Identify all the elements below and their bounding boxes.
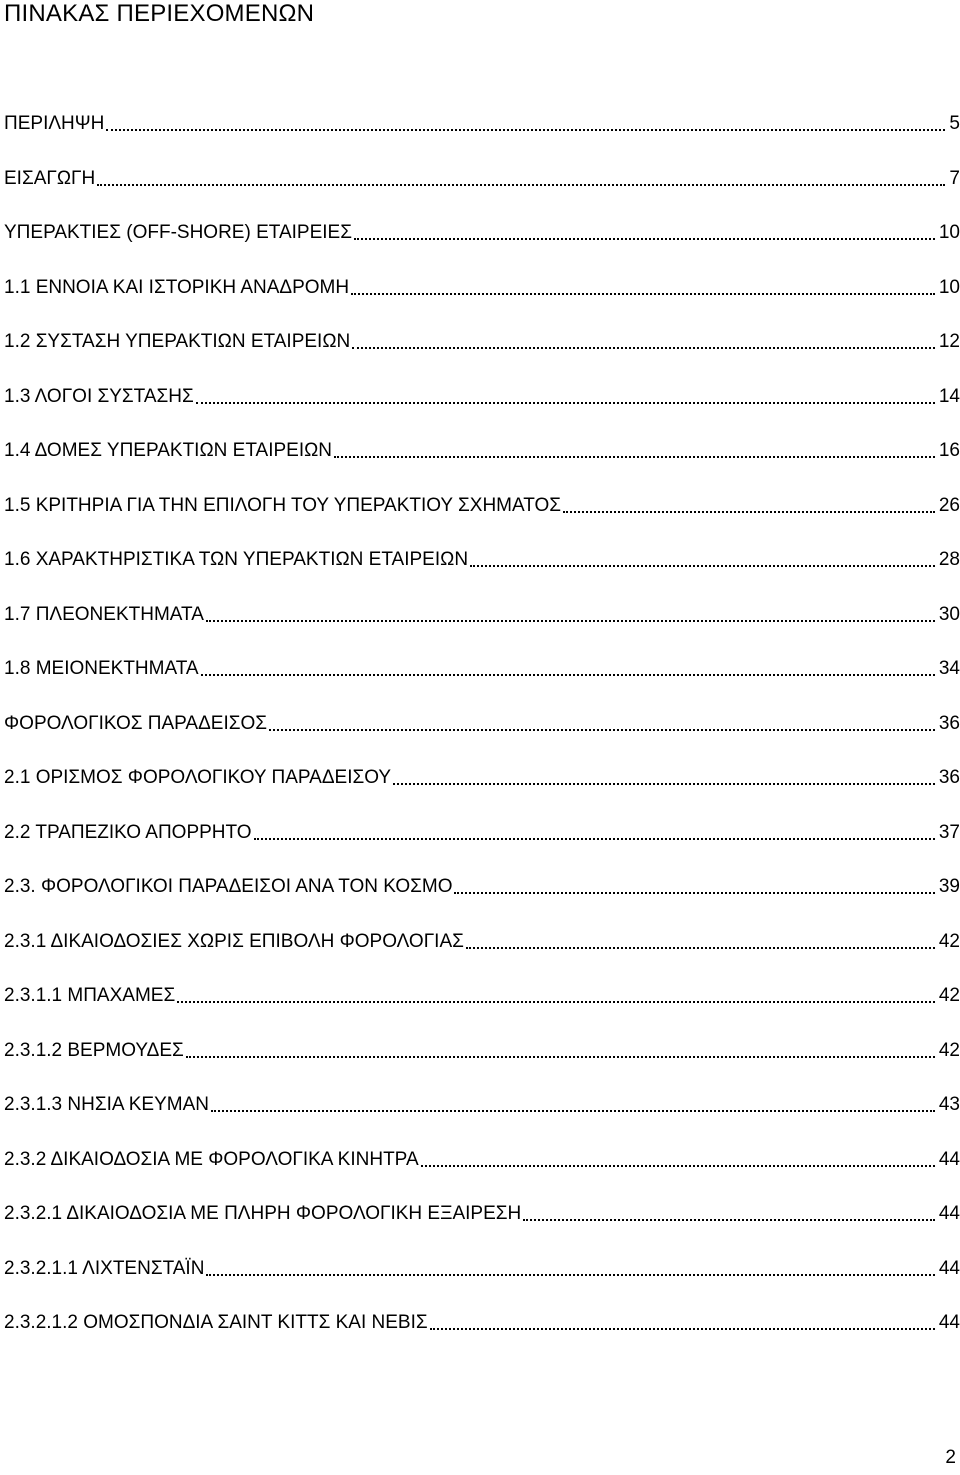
dot-leader <box>211 1091 935 1119</box>
toc-entry-title: ΠΕΡΙΛΗΨΗ <box>4 110 106 138</box>
toc-entry-page-number: 14 <box>938 385 960 407</box>
dot-leader <box>106 110 945 138</box>
toc-entry-page-number: 16 <box>938 440 960 461</box>
toc-entry-title: 2.2 ΤΡΑΠΕΖΙΚΟ ΑΠΟΡΡΗΤΟ <box>4 819 254 847</box>
toc-entry-page-number: 42 <box>938 985 960 1006</box>
dot-leader <box>97 165 945 193</box>
toc-entry-page-number: 28 <box>938 549 960 570</box>
dot-leader <box>196 383 935 411</box>
toc-entry-title: 1.8 ΜΕΙΟΝΕΚΤΗΜΑΤΑ <box>4 655 201 683</box>
toc-entry-title: 2.3.1 ΔΙΚΑΙΟΔΟΣΙΕΣ ΧΩΡΙΣ ΕΠΙΒΟΛΗ ΦΟΡΟΛΟΓΙΑΣ <box>4 928 466 956</box>
toc-entry-page-number: 5 <box>949 113 960 134</box>
dot-leader <box>206 1255 934 1283</box>
dot-leader <box>351 274 935 302</box>
toc-entry-title: 2.3.2.1 ΔΙΚΑΙΟΔΟΣΙΑ ΜΕ ΠΛΗΡΗ ΦΟΡΟΛΟΓΙΚΗ ΕΞΑΙΡΕΣΗ <box>4 1200 523 1228</box>
toc-entry-title: 2.3.1.2 ΒΕΡΜΟΥΔΕΣ <box>4 1037 186 1065</box>
toc-entry[interactable] <box>4 1309 960 1364</box>
dot-leader <box>186 1037 935 1065</box>
toc-entry-title: 1.2 ΣΥΣΤΑΣΗ ΥΠΕΡΑΚΤΙΩΝ ΕΤΑΙΡΕΙΩΝ <box>4 328 352 356</box>
toc-entry[interactable] <box>4 710 960 765</box>
dot-leader <box>334 437 935 465</box>
toc-entry[interactable] <box>4 1200 960 1255</box>
toc-entry-page-number: 26 <box>938 494 960 516</box>
toc-entry[interactable] <box>4 274 960 329</box>
dot-leader <box>254 819 935 847</box>
toc-entry[interactable] <box>4 110 960 165</box>
dot-leader <box>466 928 935 956</box>
toc-entry[interactable] <box>4 601 960 656</box>
dot-leader <box>470 546 935 574</box>
toc-entry-title: ΕΙΣΑΓΩΓΗ <box>4 165 97 193</box>
toc-entry-title: 1.5 ΚΡΙΤΗΡΙΑ ΓΙΑ ΤΗΝ ΕΠΙΛΟΓΗ ΤΟΥ ΥΠΕΡΑΚΤΙΟΥ ΣΧΗΜΑΤΟΣ <box>4 492 563 520</box>
toc-entry[interactable] <box>4 873 960 928</box>
dot-leader <box>430 1309 935 1337</box>
toc-entry-title: 2.3.1.3 ΝΗΣΙΑ ΚΕΥΜΑΝ <box>4 1091 211 1119</box>
toc-entry-title: 2.3.2.1.2 ΟΜΟΣΠΟΝΔΙΑ ΣΑΙΝΤ ΚΙΤΤΣ ΚΑΙ ΝΕΒΙΣ <box>4 1309 430 1337</box>
toc-entry[interactable] <box>4 437 960 492</box>
toc-entry-title: ΦΟΡΟΛΟΓΙΚΟΣ ΠΑΡΑΔΕΙΣΟΣ <box>4 710 269 738</box>
toc-entry-page-number: 37 <box>938 821 960 843</box>
toc-entry-page-number: 44 <box>938 1148 960 1170</box>
toc-entry-title: 1.7 ΠΛΕΟΝΕΚΤΗΜΑΤΑ <box>4 601 206 629</box>
toc-entry[interactable] <box>4 1091 960 1146</box>
toc-entry[interactable] <box>4 1037 960 1092</box>
page-title: ΠΙΝΑΚΑΣ ΠΕΡΙΕΧΟΜΕΝΩΝ <box>4 0 315 27</box>
toc-entry[interactable] <box>4 1255 960 1310</box>
toc-entry-page-number: 43 <box>938 1094 960 1115</box>
toc-entry[interactable] <box>4 764 960 819</box>
toc-entry-page-number: 44 <box>938 1312 960 1333</box>
toc-entry-page-number: 36 <box>938 712 960 734</box>
toc-entry[interactable] <box>4 492 960 547</box>
toc-entry-page-number: 7 <box>949 167 960 189</box>
toc-entry[interactable] <box>4 219 960 274</box>
dot-leader <box>563 492 935 520</box>
table-of-contents <box>4 110 960 1364</box>
dot-leader <box>177 982 935 1010</box>
dot-leader <box>523 1200 935 1228</box>
toc-entry-page-number: 10 <box>938 276 960 298</box>
dot-leader <box>201 655 935 683</box>
toc-entry-page-number: 30 <box>938 603 960 625</box>
toc-entry[interactable] <box>4 819 960 874</box>
dot-leader <box>354 219 935 247</box>
toc-entry-page-number: 36 <box>938 767 960 788</box>
toc-entry-title: 2.3.1.1 ΜΠΑΧΑΜΕΣ <box>4 982 177 1010</box>
dot-leader <box>421 1146 935 1174</box>
dot-leader <box>352 328 935 356</box>
dot-leader <box>454 873 934 901</box>
toc-entry-page-number: 42 <box>938 1039 960 1061</box>
toc-entry[interactable] <box>4 655 960 710</box>
toc-entry-page-number: 39 <box>938 876 960 897</box>
toc-entry-page-number: 44 <box>938 1257 960 1279</box>
toc-entry-title: 2.3. ΦΟΡΟΛΟΓΙΚΟΙ ΠΑΡΑΔΕΙΣΟΙ ΑΝΑ ΤΟΝ ΚΟΣΜΟ <box>4 873 454 901</box>
toc-entry[interactable] <box>4 1146 960 1201</box>
toc-entry[interactable] <box>4 383 960 438</box>
toc-entry-page-number: 10 <box>938 222 960 243</box>
toc-entry-title: 2.3.2 ΔΙΚΑΙΟΔΟΣΙΑ ΜΕ ΦΟΡΟΛΟΓΙΚΑ ΚΙΝΗΤΡΑ <box>4 1146 421 1174</box>
dot-leader <box>206 601 935 629</box>
toc-entry-page-number: 44 <box>938 1203 960 1224</box>
toc-entry-page-number: 34 <box>938 658 960 679</box>
toc-entry[interactable] <box>4 928 960 983</box>
dot-leader <box>269 710 935 738</box>
toc-entry-page-number: 12 <box>938 331 960 352</box>
toc-entry-title: 1.4 ΔΟΜΕΣ ΥΠΕΡΑΚΤΙΩΝ ΕΤΑΙΡΕΙΩΝ <box>4 437 334 465</box>
toc-entry-title: 1.1 ΕΝΝΟΙΑ ΚΑΙ ΙΣΤΟΡΙΚΗ ΑΝΑΔΡΟΜΗ <box>4 274 351 302</box>
toc-entry-title: 1.6 ΧΑΡΑΚΤΗΡΙΣΤΙΚΑ ΤΩΝ ΥΠΕΡΑΚΤΙΩΝ ΕΤΑΙΡΕΙΩΝ <box>4 546 470 574</box>
toc-entry[interactable] <box>4 982 960 1037</box>
toc-entry[interactable] <box>4 328 960 383</box>
dot-leader <box>393 764 935 792</box>
toc-entry-title: ΥΠΕΡΑΚΤΙΕΣ (OFF-SHORE) ΕΤΑΙΡΕΙΕΣ <box>4 219 354 247</box>
toc-entry-title: 2.3.2.1.1 ΛΙΧΤΕΝΣΤΑΪΝ <box>4 1255 206 1283</box>
toc-entry-title: 1.3 ΛΟΓΟΙ ΣΥΣΤΑΣΗΣ <box>4 383 196 411</box>
page-number: 2 <box>945 1447 956 1468</box>
toc-entry-page-number: 42 <box>938 930 960 952</box>
toc-entry[interactable] <box>4 546 960 601</box>
toc-entry[interactable] <box>4 165 960 220</box>
toc-entry-title: 2.1 ΟΡΙΣΜΟΣ ΦΟΡΟΛΟΓΙΚΟΥ ΠΑΡΑΔΕΙΣΟΥ <box>4 764 393 792</box>
